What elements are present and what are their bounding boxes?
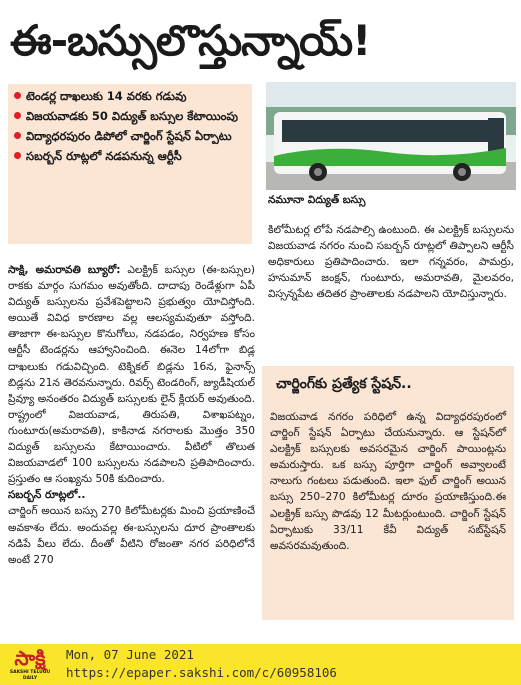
bus-photo: [266, 82, 516, 190]
highlight-text: విజయవాడకు 50 విద్యుత్ బస్సుల కేటాయింపు: [26, 109, 238, 123]
article-text: ఎలక్ట్రిక్ బస్సుల (ఈ-బస్సుల) రాకకు మార్గం సుగమం అవుతోంది. దాదాపు రెండేళ్లుగా ఏపీ విద్యుత్ బస్సులను ప్రవేశపెట్టాలని ప్రభుత్వం యోచిస్తోంది. అయితే వివిధ కారణాల వల్ల ఆలస్యమవుతూ వస్తోంది. తాజాగా ఈ-బస్సుల కొనుగోలు, నడపడం, నిర్వహణ కోసం ఆర్టీసీ టెండర్లను ఆహ్వానించింది. ఈనెల 14లోగా బిడ్ల దాఖలుకు గడువిచ్చింది. టెక్నికల్ బిడ్లను 16న, ఫైనాన్స్ బిడ్లను 21న తెరవనున్నారు. రివర్స్ టెండరింగ్, జ్యుడీషియల్ ప్రివ్యూ అనంతరం విద్యుత్ బస్సులకు లైన్ క్లియర్ అవుతుంది. రాష్ట్రంలో విజయవాడ, తిరుపతి, విశాఖపట్నం, గుంటూరు(అమరావతి), కాకినాడ నగరాలకు మొత్తం 350 విద్యుత్ బస్సులను కేటాయించారు. వీటిలో తొలుత విజయవాడలో 100 బస్సులను నడపాలని ప్రతిపాదించారు. ప్రస్తుతం ఆ సంఖ్యను 50కి కుదించారు.: [8, 264, 255, 486]
highlight-item: [14, 88, 248, 104]
highlight-item: [14, 128, 248, 144]
article-paragraph: చార్జింగ్ అయిన బస్సు 270 కిలోమీటర్లకు మించి ప్రయాణించే అవకాశం లేదు. అందువల్ల ఈ-బస్సులను దూర ప్రాంతాలకు నడిపే వీలు లేదు. దీంతో వీటిని రోజంతా నగర పరిధిలోనే అంటే 270: [8, 505, 255, 566]
highlight-item: [14, 148, 248, 164]
sakshi-logo: [6, 646, 54, 683]
bullet-icon: [14, 132, 21, 139]
charging-station-box: [262, 366, 514, 620]
section-subhead: సబర్బన్ రూట్లలో..: [8, 489, 86, 502]
box-title: చార్జింగ్‌కు ప్రత్యేక స్టేషన్..: [276, 376, 412, 392]
highlight-text: టెండర్ల దాఖలుకు 14 వరకు గడువు: [26, 89, 187, 103]
headline: ఈ-బస్సులొస్తున్నాయ్!: [10, 16, 371, 65]
bullet-icon: [14, 92, 21, 99]
edition-date: Mon, 07 June 2021: [66, 647, 194, 662]
highlight-text: సబర్బన్ రూట్లలో నడపనున్న ఆర్టీసీ: [26, 149, 182, 163]
dateline: సాక్షి, అమరావతి బ్యూరో:: [8, 264, 121, 276]
logo-subtitle: SAKSHI TELUGU DAILY: [9, 670, 51, 681]
highlights-box: [8, 84, 252, 244]
photo-caption: నమూనా విద్యుత్ బస్సు: [268, 194, 366, 206]
highlight-text: విద్యాధరపురం డిపోలో చార్జింగ్ స్టేషన్ ఏర్పాటు: [26, 129, 232, 143]
bullet-icon: [14, 112, 21, 119]
box-text: విజయవాడ నగరం పరిధిలో ఉన్న విద్యాధరపురంలో చార్జింగ్ స్టేషన్ ఏర్పాటు చేయనున్నారు. ఆ స్టేషన్‌లో ఎలక్ట్రిక్ బస్సులకు అవసరమైన చార్జింగ్ పాయింట్లను అమరుస్తారు. ఒక బస్సు పూర్తిగా చార్జింగ్ అవ్వాలంటే నాలుగు గంటలు పడుతుంది. ఇలా ఫుల్ చార్జింగ్ అయిన బస్సు 250–270 కిలోమీటర్ల దూరం ప్రయాణిస్తుంది.ఈ ఎలక్ట్రిక్ బస్సు పొడవు 12 మీటర్లుంటుంది. చార్జింగ్ స్టేషన్ ఏర్పాటుకు 33/11 కేవీ విద్యుత్ సబ్‌స్టేషన్ అవసరమవుతుంది.: [270, 411, 506, 552]
bullet-icon: [14, 152, 21, 159]
highlight-item: [14, 108, 248, 124]
article-left-column: [8, 262, 255, 642]
logo-text: సాక్షి: [14, 646, 46, 670]
article-paragraph: [8, 262, 255, 487]
article-paragraph: కిలోమీటర్ల లోపే నడపాల్సి ఉంటుంది. ఈ ఎలక్ట్రిక్ బస్సులను విజయవాడ నగరం నుంచి సబర్బన్ రూట్లలో తిప్పాలని ఆర్టీసీ అధికారులు ప్రతిపాదించారు. ఇలా గన్నవరం, పామర్రు, హనుమాన్ జంక్షన్, గుంటూరు, అమరావతి, మైలవరం, విస్సన్నపేట తదితర ప్రాంతాలకు నడపాలని యోచిస్తున్నారు.: [268, 224, 514, 301]
epaper-link[interactable]: https://epaper.sakshi.com/c/60958106: [66, 665, 337, 680]
footer-bar: [0, 644, 521, 685]
article-right-column: [268, 222, 514, 350]
